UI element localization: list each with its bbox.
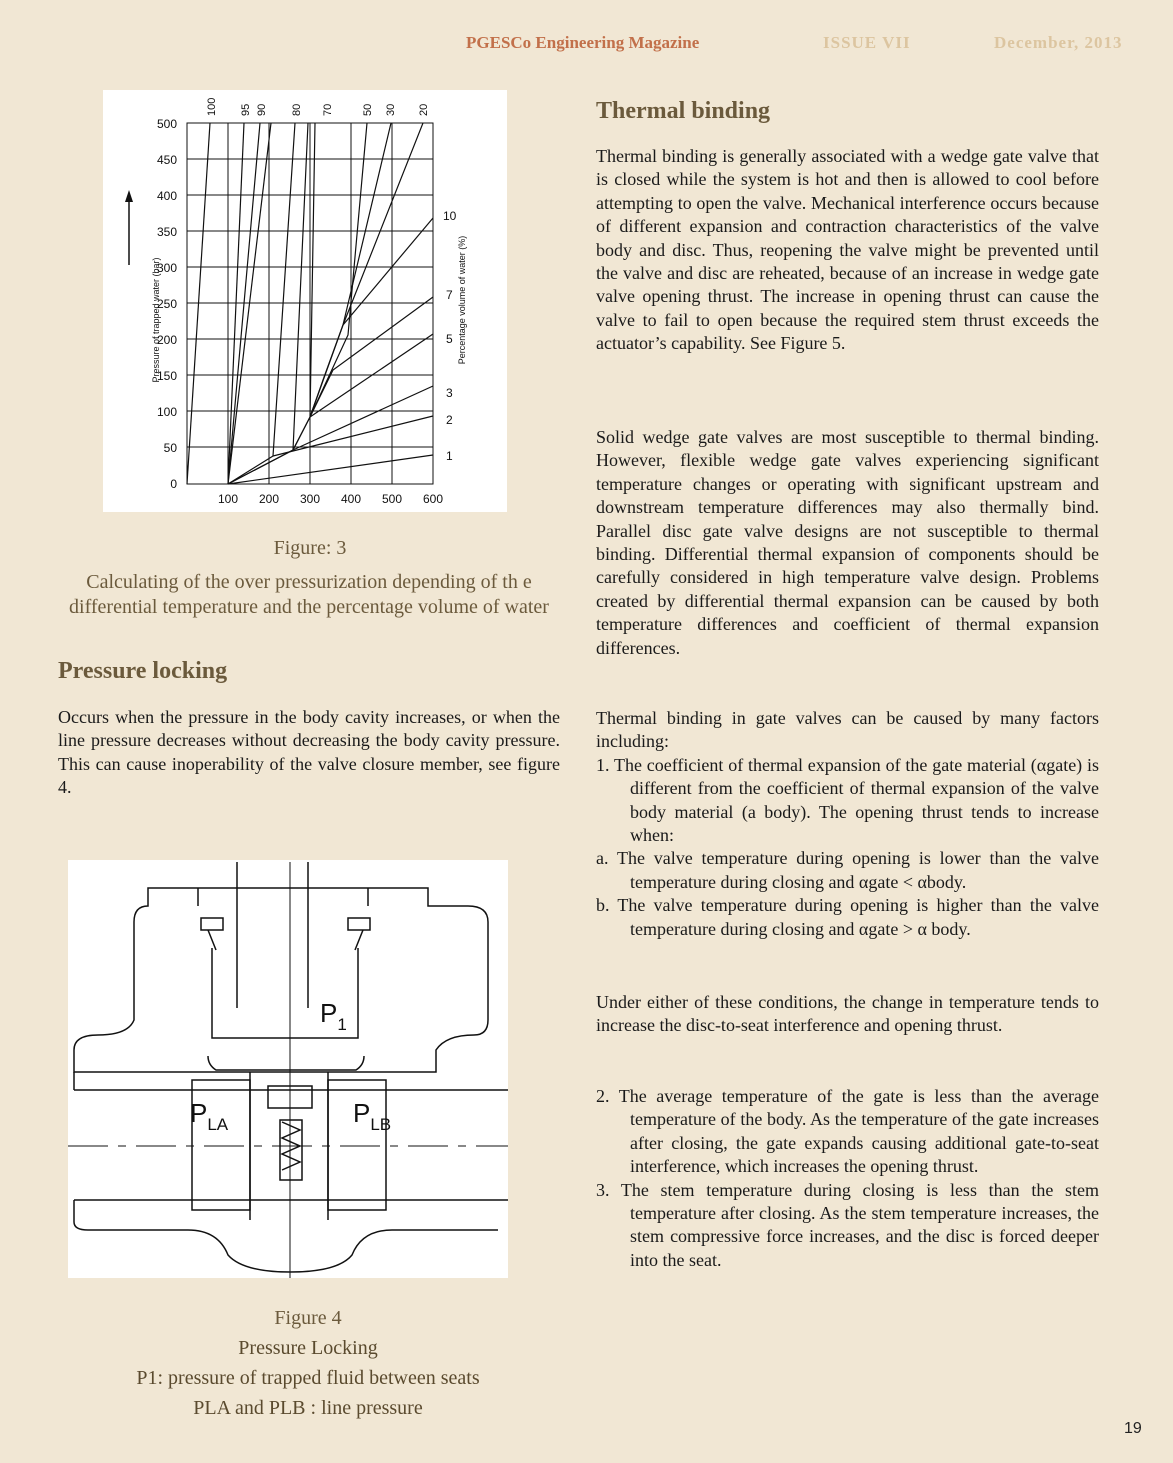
- figure-3-caption: Calculating of the over pressurization depending of th e differential temperature and the percentage volume of water: [69, 571, 549, 618]
- ytick: 350: [156, 225, 177, 239]
- top-label: 90: [256, 103, 268, 116]
- figure-4-title: Pressure Locking: [238, 1337, 378, 1359]
- right-label: 1: [446, 449, 453, 463]
- page-number: 19: [1124, 1420, 1142, 1437]
- factor-item-b: b. The valve temperature during opening is higher than the valve temperature during closing and αgate > α body.: [596, 895, 1099, 939]
- xtick: 500: [381, 492, 403, 506]
- thermal-binding-paragraph-4: Under either of these conditions, the change in temperature tends to increase the disc-to-seat interference and opening thrust.: [596, 992, 1099, 1036]
- ytick: 250: [156, 297, 177, 311]
- ytick: 450: [156, 153, 177, 167]
- figure-4-p1-note: P1: pressure of trapped fluid between seats: [136, 1367, 480, 1389]
- page-header: [0, 33, 1173, 57]
- thermal-binding-factors: [596, 707, 1099, 941]
- right-label: 3: [446, 386, 453, 400]
- plb-subscript: LB: [370, 1115, 392, 1134]
- y-axis-label: Pressure of trapped water (bar): [151, 257, 161, 383]
- xtick: 400: [340, 492, 362, 506]
- top-label: 70: [322, 103, 334, 116]
- thermal-binding-paragraph-1: Thermal binding is generally associated with a wedge gate valve that is closed while the system is hot and then is allowed to cool before attempting to open the valve. Mechanical interference occurs because of different expansion and contraction characteristics of the valve body and disc. Thus, reopening the valve might be prevented until the valve and disc are reheated, because of an increase in wedge gate valve opening thrust. The increase in opening thrust can cause the valve to fail to open because the required stem thrust exceeds the actuator’s capability. See Figure 5.: [596, 146, 1099, 354]
- top-label: 80: [291, 103, 303, 116]
- pla-subscript: LA: [207, 1115, 229, 1134]
- factor-item-a: a. The valve temperature during opening is lower than the valve temperature during closing and αgate < αbody.: [596, 848, 1099, 892]
- right-label: 5: [446, 332, 453, 346]
- factors-intro: Thermal binding in gate valves can be caused by many factors including:: [596, 708, 1099, 752]
- figure-4-label: Figure 4: [274, 1307, 342, 1329]
- figure-3-chart: [103, 90, 507, 512]
- top-label: 50: [362, 103, 374, 116]
- thermal-binding-heading: Thermal binding: [596, 98, 771, 124]
- pla-label: [190, 1098, 229, 1134]
- right-label: 10: [443, 209, 457, 223]
- thermal-binding-paragraph-2: Solid wedge gate valves are most susceptible to thermal binding. However, flexible wedge gate valves experiencing significant temperature changes or operating with significant upstream and downstream temperature differences may also thermally bind. Parallel disc gate valve designs are not susceptible to thermal binding. Differential thermal expansion of components should be carefully considered in high temperature valve design. Problems created by differential thermal expansion can be caused by both temperature differences and coefficient of thermal expansion differences.: [596, 427, 1099, 658]
- thermal-binding-items-2-3: [596, 1085, 1099, 1272]
- p1-subscript: 1: [337, 1015, 347, 1034]
- right-axis-label: Percentage volume of water (%): [457, 235, 467, 365]
- magazine-title: PGESCo Engineering Magazine: [466, 33, 700, 52]
- top-label: 20: [418, 103, 430, 116]
- ytick: 300: [156, 261, 177, 275]
- xtick: 300: [299, 492, 321, 506]
- factor-item-1: 1. The coefficient of thermal expansion of the gate material (αgate) is different from the coefficient of thermal expansion of the valve body material (a body). The opening thrust tends to increase when:: [596, 754, 1099, 846]
- pressure-locking-heading: Pressure locking: [58, 658, 228, 684]
- ytick: 400: [156, 189, 177, 203]
- xtick: 200: [258, 492, 280, 506]
- top-label: 95: [240, 103, 252, 116]
- right-label: 7: [446, 288, 453, 302]
- ytick: 50: [163, 441, 177, 455]
- figure-4-pla-note: PLA and PLB : line pressure: [193, 1397, 423, 1419]
- p1-symbol: P: [320, 998, 338, 1028]
- ytick: 200: [156, 333, 177, 347]
- ytick: 100: [156, 405, 177, 419]
- plb-symbol: P: [353, 1098, 371, 1128]
- factor-item-3: 3. The stem temperature during closing is less than the stem temperature after closing. As the stem temperature increases, the stem compressive force increases, and the disc is forced deeper into the seat.: [596, 1179, 1099, 1270]
- p1-label: [320, 998, 347, 1034]
- ytick: 150: [156, 369, 177, 383]
- pla-symbol: P: [190, 1098, 208, 1128]
- figure-4-caption: [60, 1303, 556, 1423]
- figure-3-label: Figure: 3: [273, 537, 347, 559]
- issue-number: ISSUE VII: [823, 33, 911, 52]
- ytick: 0: [170, 477, 177, 491]
- pressure-locking-text: Occurs when the pressure in the body cavity increases, or when the line pressure decreases without decreasing the body cavity pressure. This can cause inoperability of the valve closure member, see figure 4.: [58, 707, 560, 798]
- ytick: 500: [156, 117, 177, 131]
- xtick: 600: [422, 492, 444, 506]
- figure-4-valve-drawing: [68, 860, 508, 1278]
- right-label: 2: [446, 413, 453, 427]
- issue-date: December, 2013: [994, 33, 1123, 52]
- top-label: 30: [385, 103, 397, 116]
- factor-item-2: 2. The average temperature of the gate is less than the average temperature of the body. As the temperature of the gate increases after closing, the gate expands causing additional gate-to-seat interference, which increases the opening thrust.: [596, 1086, 1099, 1177]
- xtick: 100: [217, 492, 239, 506]
- top-label: 100: [206, 97, 218, 116]
